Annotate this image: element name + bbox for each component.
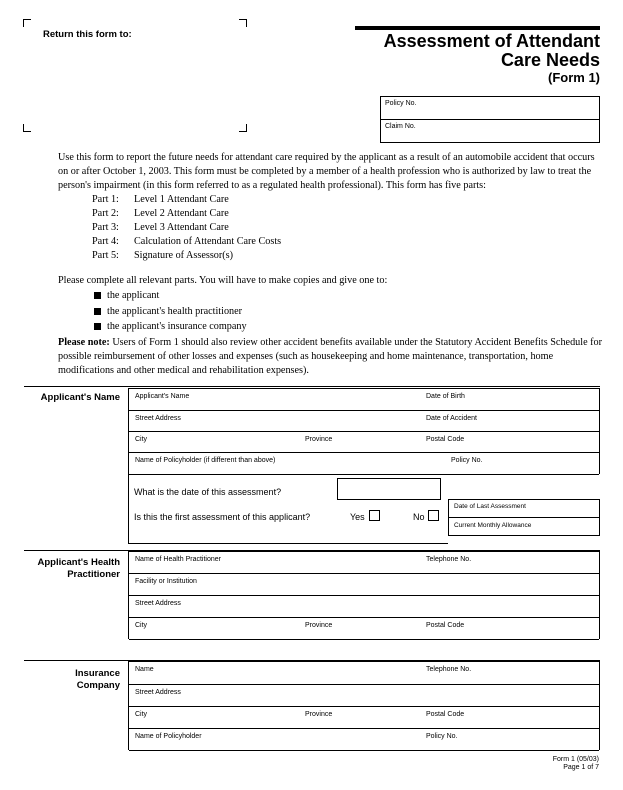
no-checkbox[interactable] [428,510,439,521]
policy-no-label: Policy No. [451,457,483,464]
corner-mark-top-right [239,19,247,27]
street-address-label: Street Address [135,600,181,607]
section-divider [24,386,600,387]
postal-code-label: Postal Code [426,622,465,629]
intro-paragraph: Use this form to report the future needs for attendant care required by the applicant as a result of an automobile accident that occurs on or after October 1, 2003. This form must be completed by a member of a health profession who is authorized by law to treat the person's impairment (in this form referred to as a regulated health professional). This form has five parts: [58,152,595,192]
policy-no-label: Policy No. [426,733,458,740]
first-assessment-question: Is this the first assessment of this applicant? [134,512,311,522]
page-number: Page 1 of 7 [563,764,599,771]
policy-no-label: Policy No. [385,100,417,107]
corner-mark-top-left [23,19,31,27]
claim-no-label: Claim No. [385,123,416,130]
yes-label: Yes [350,512,365,522]
bullet-square-icon [94,323,101,330]
applicant-city-row[interactable] [129,432,599,453]
policyholder-label: Name of Policyholder (if different than above) [135,457,276,464]
page-footer [553,756,599,772]
applicant-name-row[interactable] [129,389,599,411]
policy-no-field[interactable] [380,96,600,120]
insurance-section-label: Insurance Company [75,668,120,691]
list-item: Part 3: Level 3 Attendant Care [92,222,229,234]
policyholder-row[interactable] [129,453,599,475]
practitioner-street-row[interactable] [129,596,599,618]
list-item: Part 4: Calculation of Attendant Care Costs [92,236,282,248]
postal-code-label: Postal Code [426,436,465,443]
monthly-allowance-label: Current Monthly Allowance [454,522,532,529]
postal-code-label: Postal Code [426,711,465,718]
practitioner-name-row[interactable] [129,552,599,574]
practitioner-section-label: Applicant's Health Practitioner [37,557,120,580]
last-assessment-field[interactable] [449,500,599,518]
please-note-text: Users of Form 1 should also review other accident benefits available under the Statutory Accident Benefits Schedule for possible reimbursement of other losses and expenses (such as housekeeping and home maintenance, transportation, home modifications and other medical and rehabilitation expenses). [58,337,603,377]
applicant-box-left-border [128,474,129,544]
parts-list [92,193,281,263]
street-address-label: Street Address [135,689,181,696]
list-item: Part 2: Level 2 Attendant Care [92,208,229,220]
list-item: Part 5: Signature of Assessor(s) [92,250,234,262]
practitioner-name-label: Name of Health Practitioner [135,556,221,563]
claim-no-field[interactable] [380,119,600,143]
form-title-line1: Assessment of Attendant [383,31,600,51]
practitioner-form-box [128,551,600,639]
facility-label: Facility or Institution [135,578,197,585]
practitioner-city-row[interactable] [129,618,599,640]
no-label: No [413,512,425,522]
city-label: City [135,436,148,443]
province-label: Province [305,436,333,443]
please-note-label: Please note: [58,337,110,348]
bullet-square-icon [94,292,101,299]
city-label: City [135,622,148,629]
applicant-street-row[interactable] [129,411,599,432]
insurer-policyholder-row[interactable] [129,729,599,751]
province-label: Province [305,622,333,629]
form-id: Form 1 (05/03) [552,756,599,763]
telephone-label: Telephone No. [426,666,472,673]
list-item: the applicant's health practitioner [94,304,247,320]
insurer-city-row[interactable] [129,707,599,729]
insurer-name-label: Name [135,666,154,673]
insurer-name-row[interactable] [129,662,599,685]
list-item: the applicant [94,288,247,304]
insurer-street-row[interactable] [129,685,599,707]
list-item: the applicant's insurance company [94,319,247,335]
return-form-label: Return this form to: [43,29,132,40]
applicant-name-label: Applicant's Name [135,393,190,400]
telephone-label: Telephone No. [426,556,472,563]
city-label: City [135,711,148,718]
please-complete-text: Please complete all relevant parts. You will have to make copies and give one to: [58,275,388,286]
previous-assessment-table [448,499,600,536]
last-assessment-label: Date of Last Assessment [454,503,526,510]
yes-checkbox[interactable] [369,510,380,521]
form-subtitle: (Form 1) [548,70,600,85]
facility-row[interactable] [129,574,599,596]
list-item: Part 1: Level 1 Attendant Care [92,194,229,205]
province-label: Province [305,711,333,718]
assessment-date-question: What is the date of this assessment? [134,487,282,497]
monthly-allowance-field[interactable] [449,518,599,536]
street-address-label: Street Address [135,415,181,422]
insurance-form-box [128,661,600,750]
corner-mark-bottom-left [23,124,31,132]
bullet-square-icon [94,308,101,315]
applicant-section-label: Applicant's Name [40,392,120,403]
assessment-date-input[interactable] [337,478,441,500]
date-of-birth-label: Date of Birth [426,393,465,400]
date-of-accident-label: Date of Accident [426,415,477,422]
policyholder-label: Name of Policyholder [135,733,202,740]
recipient-list [94,288,247,335]
title-bar [355,26,600,30]
applicant-box-bottom-border [128,543,448,544]
please-note [58,336,603,378]
form-title-line2: Care Needs [500,50,600,70]
form-title [300,32,600,70]
corner-mark-bottom-right [239,124,247,132]
applicant-form-box [128,388,600,474]
